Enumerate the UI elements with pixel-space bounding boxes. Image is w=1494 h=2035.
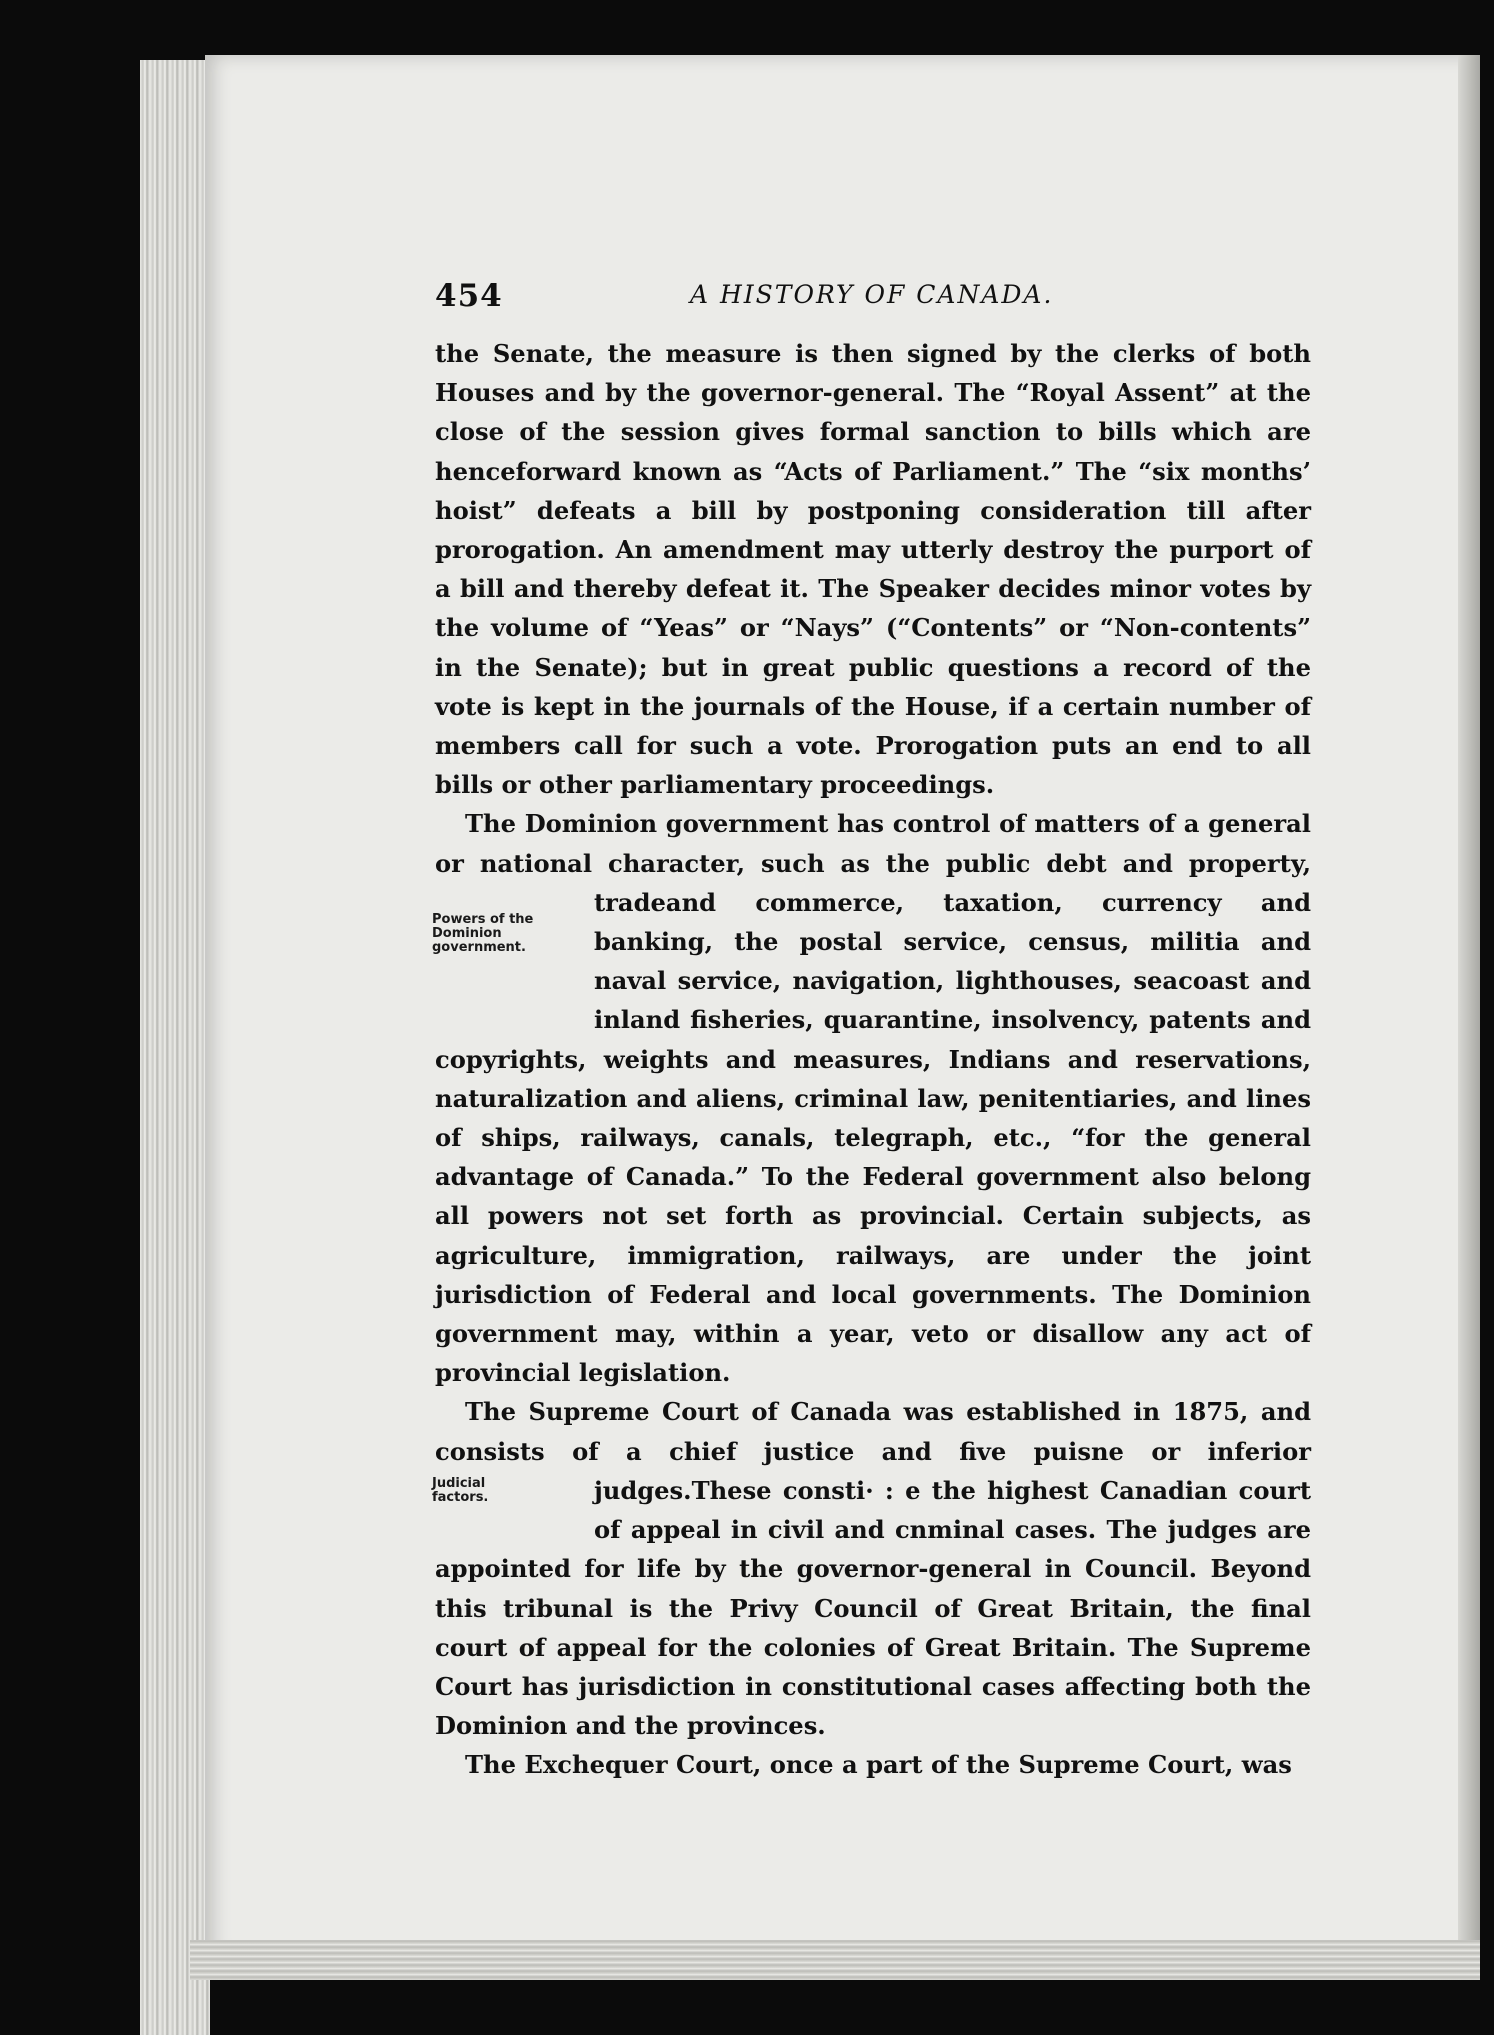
paragraph-dominion-powers <box>432 804 1311 1392</box>
paragraph-dominion-lead: The Dominion government has control of matters of a general or national character, such as the public debt and property, trade <box>435 809 1311 917</box>
paragraph-supreme-court <box>432 1392 1311 1745</box>
paragraph-supreme-rest: These consti· : e the highest Canadian court of appeal in civil and cnminal cases. The judges are appointed for life by the governor-general in Council. Beyond this tribunal is the Privy Council of Great Britain, the final court of appeal for the colonies of Great Britain. The Supreme Court has jurisdiction in constitutional cases affecting both the Dominion and the provinces. <box>435 1475 1311 1741</box>
paragraph-senate: the Senate, the measure is then signed by the clerks of both Houses and by the governor-general. The “Royal Assent” at the close of the session gives formal sanction to bills which are henceforward known as “Acts of Parliament.” The “six months’ hoist” defeats a bill by postponing consideration till after prorogation. An amendment may utterly destroy the purport of a bill and thereby defeat it. The Speaker decides minor votes by the volume of “Yeas” or “Nays” (“Contents” or “Non-contents” in the Senate); but in great public questions a record of the vote is kept in the journals of the House, if a certain number of members call for such a vote. Prorogation puts an end to all bills or other parliamentary proceedings. <box>435 339 1311 800</box>
page-edge <box>1458 55 1480 1960</box>
paragraph-exchequer: The Exchequer Court, once a part of the Supreme Court, was <box>465 1750 1292 1780</box>
paragraph-dominion-rest: and commerce, taxation, currency and banking, the postal service, census, militia and naval service, navigation, lighthouses, seacoast and inland fisheries, quarantine, insolvency, patents and copyrights, weights and measures, Indians and reservations, naturalization and aliens, criminal law, penitentiaries, and lines of ships, railways, canals, telegraph, etc., “for the general advantage of Canada.” To the Federal government also belong all powers not set forth as provincial. Certain subjects, as agriculture, immigration, railways, are under the joint jurisdiction of Federal and local governments. The Dominion government may, within a year, veto or disallow any act of provincial legislation. <box>435 887 1311 1388</box>
book-binding <box>140 60 210 2035</box>
sidenote-powers: Powers of the Dominion government. <box>432 911 534 955</box>
running-title: A HISTORY OF CANADA. <box>690 280 1054 309</box>
page-number: 454 <box>435 278 503 314</box>
running-head <box>435 274 1311 322</box>
page-stack-bottom <box>190 1940 1480 1980</box>
sidenote-judicial: Judicial factors. <box>432 1475 489 1505</box>
text-block <box>432 274 1311 1785</box>
paragraph-supreme-lead: The Supreme Court of Canada was established in 1875, and consists of a chief justice and five puisne or inferior judges. <box>435 1397 1311 1505</box>
